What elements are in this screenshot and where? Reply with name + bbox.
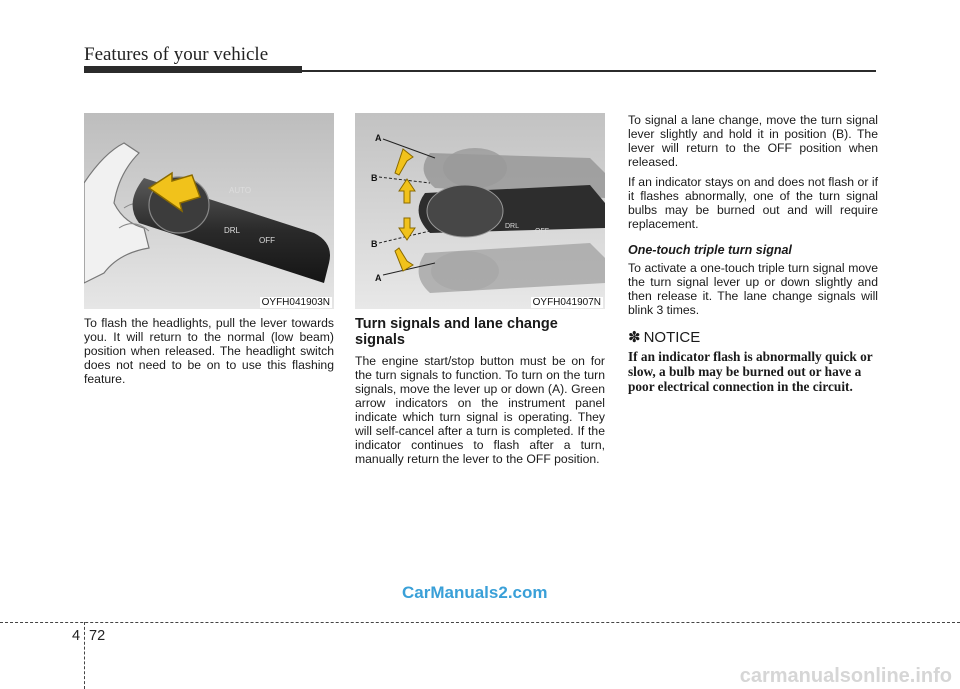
label-a-bottom: A — [375, 273, 382, 283]
col1-paragraph: To flash the headlights, pull the lever towards you. It will return to the normal (low beam) position when released. The headlight switch does not need to be on to use this flashing feature. — [84, 316, 334, 386]
figure-headlight-flash-drl-label: DRL — [224, 226, 241, 235]
col3-paragraph-2: If an indicator stays on and does not flash or if it flashes abnormally, one of the turn signal bulbs may be burned out and will require replacement. — [628, 175, 878, 231]
figure-headlight-flash-illustration — [84, 113, 334, 309]
footer-vertical-rule — [84, 622, 85, 689]
label-a-top: A — [375, 133, 382, 143]
figure-headlight-flash-off-label: OFF — [259, 236, 275, 245]
notice-title: NOTICE — [643, 329, 701, 346]
figure-turn-signals-code: OYFH041907N — [532, 297, 601, 308]
header-rule-thick — [84, 66, 302, 73]
watermark-link[interactable]: CarManuals2.com — [402, 583, 548, 602]
figure-turn-signals-illustration — [355, 113, 605, 309]
page-header-title: Features of your vehicle — [84, 44, 269, 65]
figure-turn-signals — [355, 113, 605, 309]
figure-headlight-flash-code: OYFH041903N — [261, 297, 330, 308]
figure-headlight-flash-auto-label: AUTO — [229, 186, 252, 195]
col3-paragraph-1: To signal a lane change, move the turn signal lever slightly and hold it in position (B). The lever will return to the OFF position when released. — [628, 113, 878, 169]
column-3 — [628, 113, 878, 400]
page-chapter-number: 4 — [72, 628, 81, 644]
section-heading-turn-signals: Turn signals and lane change signals — [355, 316, 558, 348]
notice-star-icon: ✽ — [628, 329, 641, 346]
figure-turn-signals-off-label: OFF — [535, 228, 549, 235]
footer-site-watermark: carmanualsonline.info — [739, 665, 952, 687]
col2-paragraph: The engine start/stop button must be on for the turn signals to function. To turn on the turn signals, move the lever up or down (A). Green arrow indicators on the instrument panel indicate which turn signal is operating. They will self-cancel after a turn is completed. If the indicator continues to flash after a turn, manually return the lever to the OFF position. — [355, 354, 605, 466]
figure-headlight-flash — [84, 113, 334, 309]
header-rule-thin — [302, 70, 876, 72]
page-number: 72 — [89, 628, 106, 644]
column-2 — [355, 316, 605, 472]
label-b-bottom: B — [371, 239, 378, 249]
col3-paragraph-3: To activate a one-touch triple turn signal move the turn signal lever up or down slightly and then release it. The lane change signals will blink 3 times. — [628, 261, 878, 317]
footer-rule — [0, 622, 960, 623]
figure-turn-signals-drl-label: DRL — [505, 223, 520, 230]
notice-heading — [628, 331, 878, 345]
label-b-top: B — [371, 173, 378, 183]
column-1 — [84, 316, 334, 392]
notice-text: If an indicator flash is abnormally quick or slow, a bulb may be burned out or have a poor electrical connection in the circuit. — [628, 349, 873, 394]
subheading-one-touch: One-touch triple turn signal — [628, 243, 792, 257]
